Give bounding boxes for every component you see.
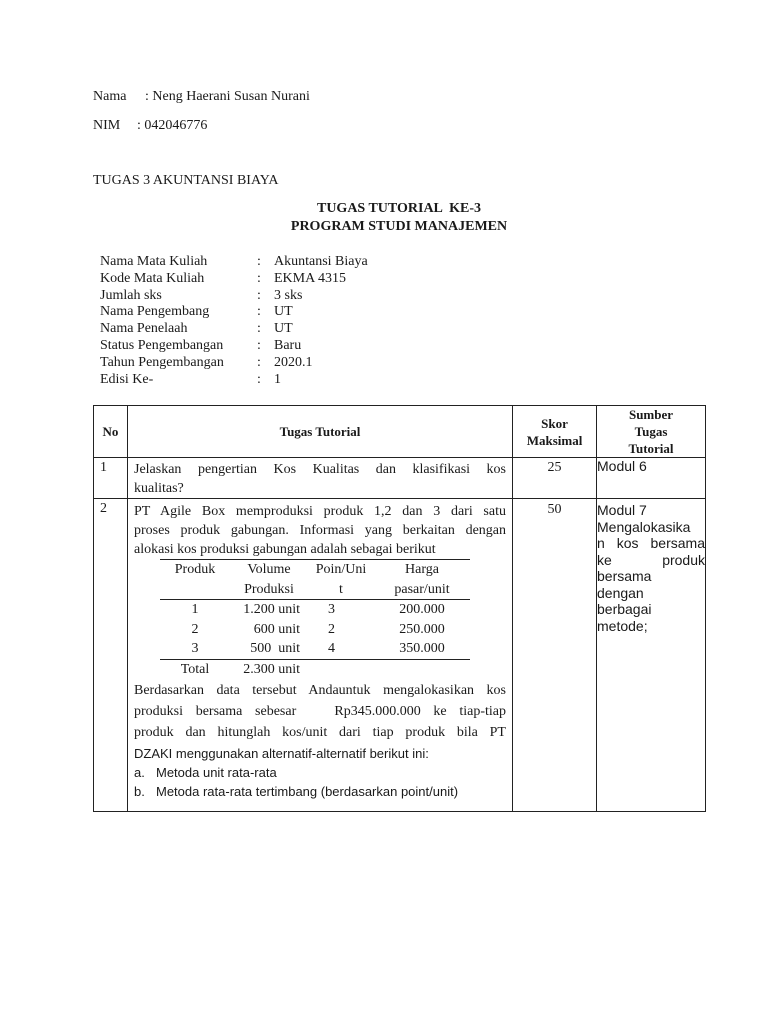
option-a-text: Metoda unit rata-rata (156, 765, 277, 780)
cell-volume: 600 unit (253, 621, 300, 637)
task-line: PT Agile Box memproduksi produk 1,2 dan 3 dari satu (134, 504, 506, 519)
source-line: berbagai (597, 601, 652, 617)
header-no: No (94, 406, 128, 458)
task-line: proses produk gabungan. Informasi yang berkaitan dengan (134, 523, 506, 538)
production-total-row (160, 659, 470, 679)
option-a (128, 763, 512, 782)
task-text (128, 458, 513, 499)
task-line: Berdasarkan data tersebut Andauntuk mengalokasikan kos (134, 683, 506, 698)
info-value: UT (274, 321, 293, 336)
col-harga: pasar/unit (374, 580, 470, 600)
student-name-label: Nama (93, 89, 127, 104)
task-line: kualitas? (134, 481, 184, 496)
header-source-line: Tugas (634, 424, 668, 439)
option-b-text: Metoda rata-rata tertimbang (berdasarkan point/unit) (156, 784, 459, 799)
cell-harga: 200.000 (399, 602, 445, 617)
info-value: Akuntansi Biaya (274, 254, 368, 269)
row-score: 50 (513, 499, 597, 812)
info-label: Nama Mata Kuliah (100, 254, 208, 269)
student-nim-label: NIM (93, 118, 121, 133)
info-label: Jumlah sks (100, 288, 162, 303)
col-poin: Poin/Uni (308, 560, 374, 580)
total-volume: 2.300 unit (230, 659, 308, 679)
cell-poin: 4 (328, 641, 335, 656)
cell-harga: 250.000 (399, 621, 445, 637)
task-line: DZAKI menggunakan alternatif-alternatif berikut ini: (134, 746, 429, 761)
info-label: Tahun Pengembangan (100, 355, 224, 370)
info-value: Baru (274, 338, 302, 353)
production-table (160, 559, 470, 679)
source-word: ke (597, 551, 612, 568)
table-header-row (94, 406, 706, 458)
task-line: Jelaskan pengertian Kos Kualitas dan klasifikasi kos (134, 462, 506, 477)
header-score-line: Maksimal (526, 432, 583, 448)
source-line: dengan (597, 584, 644, 601)
cell-volume: 1.200 unit (243, 602, 300, 617)
production-row (160, 600, 470, 620)
option-a-letter: a. (134, 765, 145, 780)
source-line: bersama (597, 568, 652, 584)
cell-poin: 2 (328, 621, 335, 637)
info-separator: : (257, 338, 261, 353)
source-line: Mengalokasika (597, 518, 691, 535)
info-label: Edisi Ke- (100, 372, 154, 387)
source-line (597, 552, 705, 569)
info-value: UT (274, 304, 293, 319)
header-score (513, 406, 597, 458)
info-value: EKMA 4315 (274, 271, 346, 286)
source-line: Modul 7 (597, 502, 647, 518)
row-number: 1 (94, 458, 128, 499)
table-row (94, 499, 706, 812)
info-label: Status Pengembangan (100, 338, 224, 353)
cell-harga: 350.000 (399, 641, 445, 656)
row-source: Modul 6 (597, 458, 706, 499)
info-separator: : (257, 254, 261, 269)
row-source (597, 499, 706, 812)
source-line: n kos bersama (597, 535, 705, 551)
heading-line-1: TUGAS TUTORIAL KE-3 (316, 201, 482, 216)
info-separator: : (257, 321, 261, 336)
info-separator: : (257, 372, 261, 387)
header-source (597, 406, 706, 458)
info-separator: : (257, 304, 261, 319)
col-harga: Harga (374, 560, 470, 580)
row-score: 25 (513, 458, 597, 499)
cell-poin: 3 (328, 602, 335, 617)
assignment-title: TUGAS 3 AKUNTANSI BIAYA (93, 173, 279, 188)
source-line: metode; (597, 617, 648, 634)
col-poin: t (308, 580, 374, 600)
student-name-value: : Neng Haerani Susan Nurani (145, 89, 310, 104)
production-header-row (160, 580, 470, 600)
col-volume: Produksi (230, 580, 308, 600)
production-row (160, 639, 470, 659)
total-label: Total (160, 659, 230, 679)
heading-line-2: PROGRAM STUDI MANAJEMEN (290, 219, 508, 234)
source-word: produk (662, 551, 705, 568)
header-score-line: Skor (541, 415, 568, 431)
info-label: Nama Pengembang (100, 304, 210, 319)
header-source-line: Tutorial (628, 441, 674, 456)
student-nim-value: : 042046776 (137, 118, 208, 133)
cell-produk: 2 (191, 621, 199, 637)
row-number: 2 (94, 499, 128, 812)
header-source-line: Sumber (628, 407, 674, 422)
info-separator: : (257, 288, 261, 303)
info-separator: : (257, 355, 261, 370)
task-line: produksi bersama sebesar Rp345.000.000 ke tiap-tiap (134, 704, 506, 719)
info-value: 1 (274, 372, 281, 387)
option-b (128, 782, 512, 801)
col-volume: Volume (230, 560, 308, 580)
info-value: 2020.1 (274, 355, 313, 370)
task-text (128, 499, 513, 812)
header-task: Tugas Tutorial (128, 406, 513, 458)
task-line: produk dan hitunglah kos/unit dari tiap produk bila PT (134, 725, 506, 740)
option-b-letter: b. (134, 784, 145, 799)
info-separator: : (257, 271, 261, 286)
info-label: Nama Penelaah (100, 321, 188, 336)
info-value: 3 sks (274, 288, 303, 303)
production-row (160, 620, 470, 640)
task-table (93, 405, 706, 812)
production-header-row (160, 560, 470, 580)
table-row (94, 458, 706, 499)
cell-produk: 1 (191, 602, 199, 617)
cell-produk: 3 (191, 641, 199, 656)
col-produk: Produk (160, 560, 230, 580)
task-line: alokasi kos produksi gabungan adalah sebagai berikut (134, 542, 436, 557)
info-label: Kode Mata Kuliah (100, 271, 205, 286)
cell-volume: 500 unit (250, 641, 300, 656)
